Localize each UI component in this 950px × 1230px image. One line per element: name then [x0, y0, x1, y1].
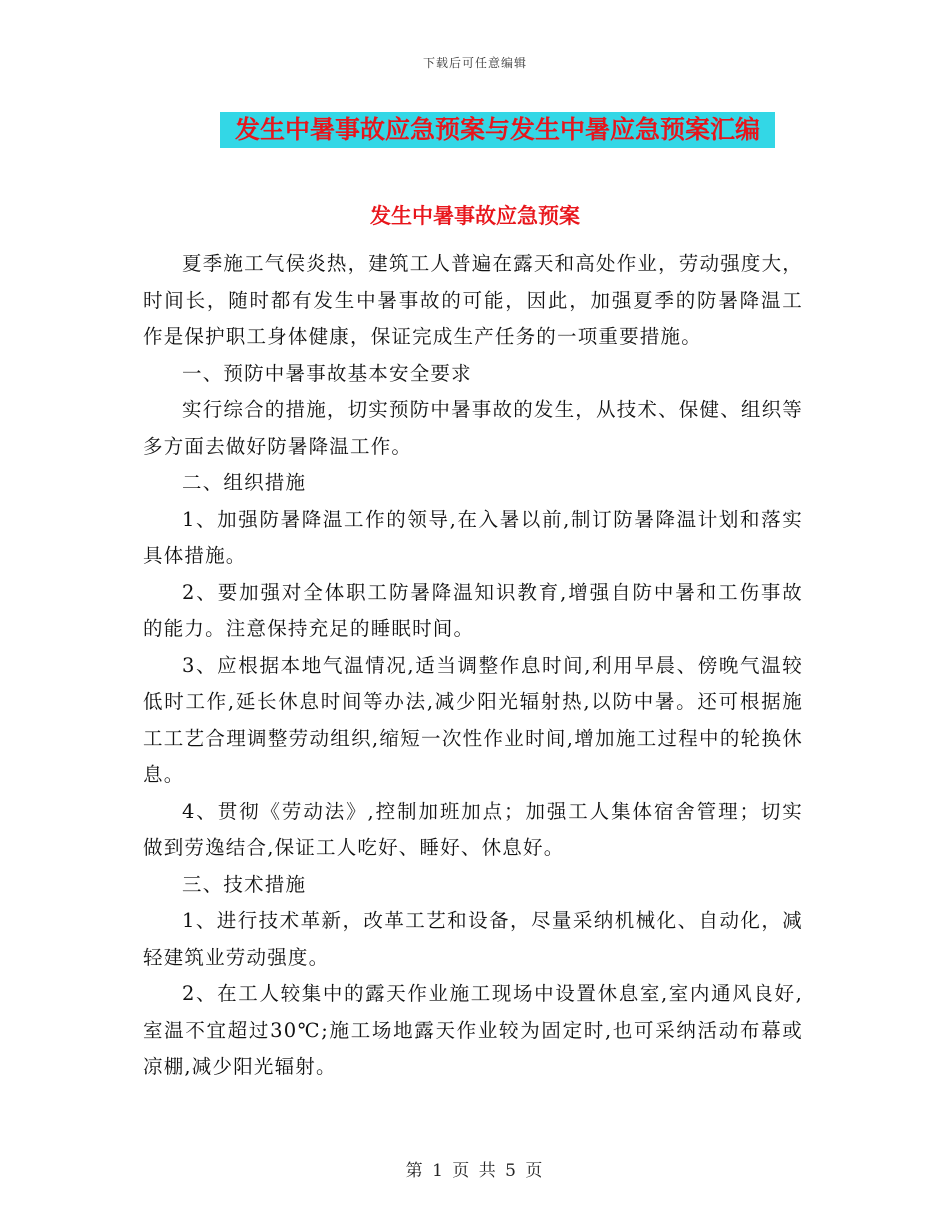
main-title: 发生中暑事故应急预案与发生中暑应急预案汇编 — [220, 112, 775, 148]
paragraph-intro: 夏季施工气侯炎热，建筑工人普遍在露天和高处作业，劳动强度大，时间长，随时都有发生中暑事故的可能，因此，加强夏季的防暑降温工作是保护职工身体健康，保证完成生产任务的一项重要措施。 — [143, 252, 804, 348]
paragraph: 3、应根据本地气温情况,适当调整作息时间,利用早晨、傍晚气温较低时工作,延长休息时间等办法,减少阳光辐射热,以防中暑。还可根据施工工艺合理调整劳动组织,缩短一次性作业时间,增加施工过程中的轮换休息。 — [143, 653, 803, 786]
paragraph: 2、要加强对全体职工防暑降温知识教育,增强自防中暑和工伤事故的能力。注意保持充足的睡眠时间。 — [143, 580, 803, 640]
section-heading-3: 三、技术措施 — [182, 872, 307, 896]
paragraph: 4、贯彻《劳动法》,控制加班加点；加强工人集体宿舍管理；切实做到劳逸结合,保证工人吃好、睡好、休息好。 — [143, 799, 803, 859]
section-heading-1: 一、预防中暑事故基本安全要求 — [182, 361, 472, 385]
page-footer: 第 1 页 共 5 页 — [405, 1161, 545, 1181]
paragraph: 1、进行技术革新，改革工艺和设备，尽量采纳机械化、自动化，减轻建筑业劳动强度。 — [143, 909, 803, 969]
body-text — [143, 246, 803, 1086]
paragraph: 实行综合的措施，切实预防中暑事故的发生，从技术、保健、组织等多方面去做好防暑降温工作。 — [143, 398, 804, 458]
sub-title: 发生中暑事故应急预案 — [370, 204, 580, 228]
section-heading-2: 二、组织措施 — [182, 471, 307, 494]
paragraph: 1、加强防暑降温工作的领导,在入暑以前,制订防暑降温计划和落实具体措施。 — [143, 507, 803, 567]
paragraph: 2、在工人较集中的露天作业施工现场中设置休息室,室内通风良好,室温不宜超过30℃;施工场地露天作业较为固定时,也可采纳活动布幕或凉棚,减少阳光辐射。 — [143, 982, 803, 1078]
header-note: 下载后可任意编辑 — [422, 56, 527, 70]
